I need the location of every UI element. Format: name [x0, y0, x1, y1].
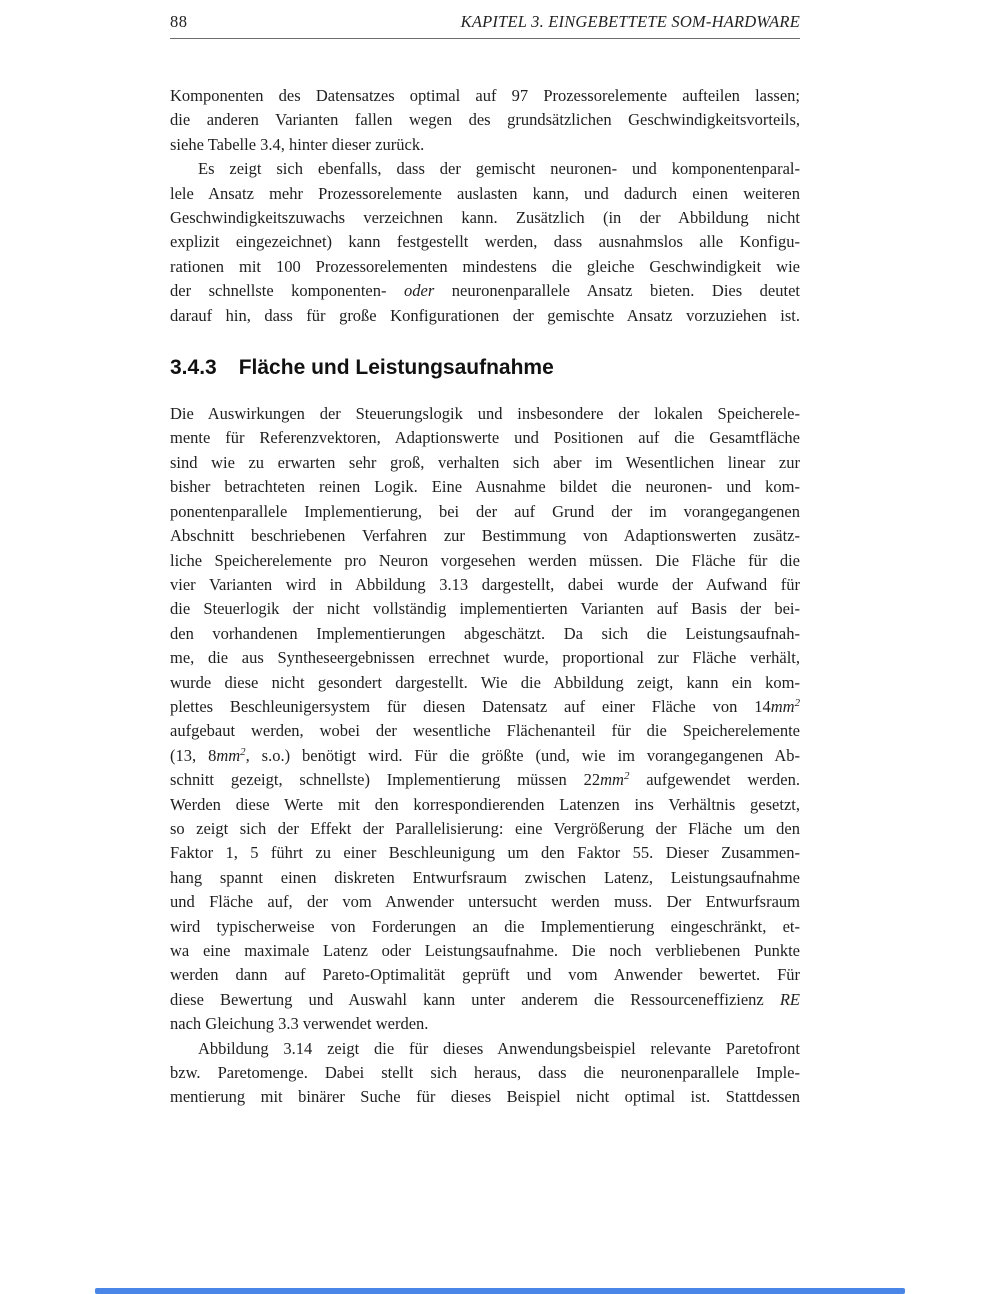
chapter-title: KAPITEL 3. EINGEBETTETE SOM-HARDWARE [460, 12, 800, 31]
text-line: explizit eingezeichnet) kann festgestellt werden, dass ausnahmslos alle Konfigu- [170, 232, 800, 252]
section-number: 3.4.3 [170, 356, 217, 380]
text-line: diese Bewertung und Auswahl kann unter anderem die Ressourceneffizienz RE [170, 989, 800, 1009]
text-line: bisher betrachteten reinen Logik. Eine Ausnahme bildet die neuronen- und kom- [170, 477, 800, 497]
paragraph [170, 402, 800, 1037]
text-line: Komponenten des Datensatzes optimal auf 97 Prozessorelemente aufteilen lassen; [170, 86, 800, 105]
text-line: rationen mit 100 Prozessorelementen mindestens die gleiche Geschwindigkeit wie [170, 256, 800, 276]
section-heading [170, 355, 800, 381]
text-line: Es zeigt sich ebenfalls, dass der gemischt neuronen- und komponentenparal- [198, 159, 800, 179]
text-line: Die Auswirkungen der Steuerungslogik und insbesondere der lokalen Speicherele- [170, 404, 800, 424]
text-line: lele Ansatz mehr Prozessorelemente auslasten kann, und dadurch einen weiteren [170, 183, 800, 203]
text-line: wurde diese nicht gesondert dargestellt. Wie die Abbildung zeigt, kann ein kom- [170, 672, 800, 692]
text-line: Abschnitt beschriebenen Verfahren zur Bestimmung von Adaptionswerten zusätz- [170, 526, 800, 546]
text-line: plettes Beschleunigersystem für diesen Datensatz auf einer Fläche von $14mm^2$ [170, 696, 800, 716]
text-line: schnitt gezeigt, schnellste) Implementierung müssen $22mm^2$ aufgewendet werden. [170, 770, 800, 790]
page-number: 88 [170, 12, 188, 31]
text-line: aufgebaut werden, wobei der wesentliche Flächenanteil für die Speicherelemente [170, 721, 800, 741]
text-line: ponentenparallele Implementierung, bei der auf Grund der im vorangegangenen [170, 501, 800, 521]
text-line: mente für Referenzvektoren, Adaptionswerte und Positionen auf die Gesamtfläche [170, 428, 800, 448]
text-line: der schnellste komponenten- oder neuronenparallele Ansatz bieten. Dies deutet [170, 281, 800, 301]
paragraph [170, 1037, 800, 1110]
text-line: wa eine maximale Latenz oder Leistungsaufnahme. Die noch verbliebenen Punkte [170, 941, 800, 960]
section-title: Fläche und Leistungsaufnahme [238, 356, 554, 380]
paragraph [170, 157, 800, 328]
text-line: bzw. Paretomenge. Dabei stellt sich heraus, dass die neuronenparallele Imple- [170, 1063, 800, 1083]
text-line: Werden diese Werte mit den korrespondierenden Latenzen ins Verhältnis gesetzt, [170, 794, 800, 814]
text-body [170, 84, 800, 1110]
text-line: Abbildung 3.14 zeigt die für dieses Anwendungsbeispiel relevante Paretofront [198, 1038, 800, 1058]
text-line: die anderen Varianten fallen wegen des grundsätzlichen Geschwindigkeitsvorteils, [170, 110, 800, 130]
text-line: sind wie zu erwarten sehr groß, verhalten sich aber im Wesentlichen linear zur [170, 452, 800, 472]
text-line: siehe Tabelle 3.4, hinter dieser zurück. [170, 134, 425, 154]
horizontal-scrollbar[interactable] [95, 1288, 905, 1294]
text-line: und Fläche auf, der vom Anwender untersucht werden muss. Der Entwurfsraum [170, 892, 800, 912]
text-line: darauf hin, dass für große Konfigurationen der gemischte Ansatz vorzuziehen ist. [170, 305, 800, 325]
header-rule [170, 38, 800, 39]
text-line: so zeigt sich der Effekt der Parallelisierung: eine Vergrößerung der Fläche um den [170, 818, 800, 838]
text-line: die Steuerlogik der nicht vollständig implementierten Varianten auf Basis der bei- [170, 599, 800, 619]
text-line: wird typischerweise von Forderungen an die Implementierung eingeschränkt, et- [170, 916, 800, 936]
text-line: vier Varianten wird in Abbildung 3.13 dargestellt, dabei wurde der Aufwand für [170, 574, 800, 594]
text-line: liche Speicherelemente pro Neuron vorgesehen werden müssen. Die Fläche für die [170, 550, 800, 570]
text-line: Geschwindigkeitszuwachs verzeichnen kann. Zusätzlich (in der Abbildung nicht [170, 208, 800, 228]
intro-paragraphs [170, 84, 800, 328]
section-paragraphs [170, 402, 800, 1110]
page-header [170, 12, 800, 32]
text-line: den vorhandenen Implementierungen abgeschätzt. Da sich die Leistungsaufnah- [170, 623, 800, 643]
text-line: hang spannt einen diskreten Entwurfsraum zwischen Latenz, Leistungsaufnahme [170, 867, 800, 887]
text-line: (13, $8mm^2$, s.o.) benötigt wird. Für die größte (und, wie im vorangegangenen Ab- [170, 745, 800, 765]
text-line: me, die aus Syntheseergebnissen errechnet wurde, proportional zur Fläche verhält, [170, 648, 800, 668]
paragraph [170, 84, 800, 157]
text-line: werden dann auf Pareto-Optimalität geprüft und vom Anwender bewertet. Für [170, 965, 800, 985]
text-line: nach Gleichung 3.3 verwendet werden. [170, 1014, 429, 1034]
text-line: Faktor 1, 5 führt zu einer Beschleunigung um den Faktor 55. Dieser Zusammen- [170, 843, 800, 863]
text-line: mentierung mit binärer Suche für dieses Beispiel nicht optimal ist. Stattdessen [170, 1087, 800, 1107]
